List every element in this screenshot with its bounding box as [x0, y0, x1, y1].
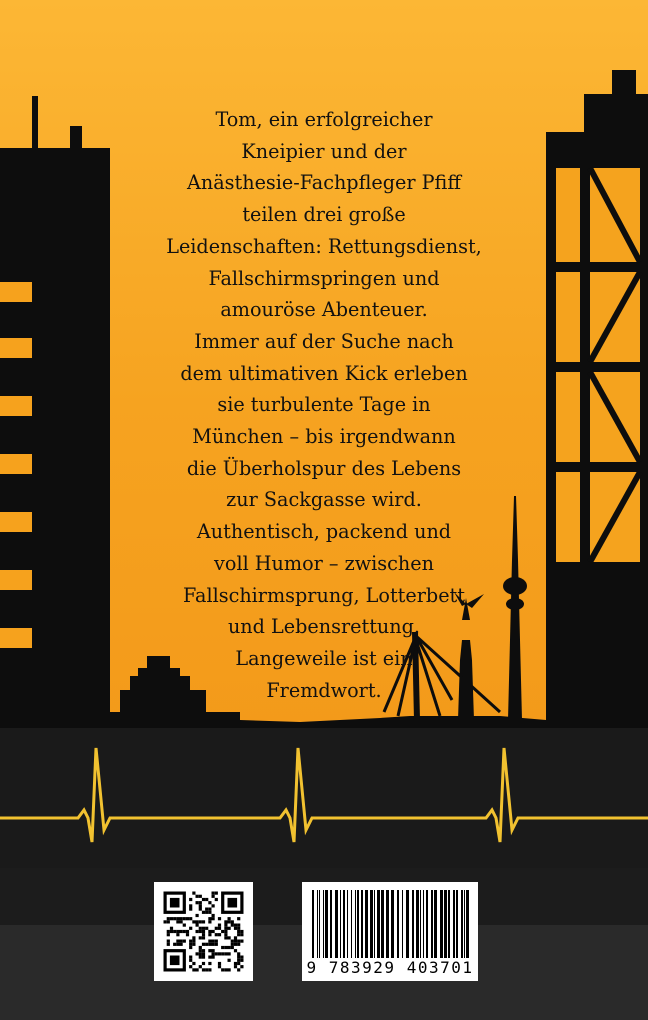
blurb-line: voll Humor – zwischen — [214, 551, 434, 575]
blurb-line: Kneipier und der — [241, 139, 407, 163]
blurb-line: Fallschirmspringen und — [208, 266, 440, 290]
blurb-line: Anästhesie-Fachpfleger Pfiff — [187, 171, 461, 195]
blurb-line: teilen drei große — [242, 203, 406, 227]
blurb-line: zur Sackgasse wird. — [226, 488, 422, 512]
blurb-line: Fremdwort. — [266, 678, 382, 702]
blurb-line: die Überholspur des Lebens — [186, 456, 462, 480]
isbn-number: 9 783929 403701 — [306, 958, 474, 977]
back-cover-blurb — [150, 104, 498, 706]
isbn-barcode — [302, 882, 478, 981]
blurb-line: sie turbulente Tage in — [217, 393, 431, 417]
blurb-line: Langeweile ist ein — [235, 646, 413, 670]
blurb-line: und Lebensrettung. — [227, 615, 421, 639]
blurb-line: Leidenschaften: Rettungsdienst, — [166, 234, 482, 258]
blurb-line: amouröse Abenteuer. — [220, 298, 428, 322]
qr-code — [154, 882, 253, 981]
blurb-line: Immer auf der Suche nach — [194, 329, 454, 353]
blurb-line: München – bis irgendwann — [192, 425, 456, 449]
blurb-line: Fallschirmsprung, Lotterbett — [183, 583, 465, 607]
blurb-line: dem ultimativen Kick erleben — [180, 361, 468, 385]
qr-code-pattern — [154, 882, 253, 981]
blurb-line: Tom, ein erfolgreicher — [215, 108, 433, 131]
blurb-line: Authentisch, packend und — [196, 520, 452, 544]
